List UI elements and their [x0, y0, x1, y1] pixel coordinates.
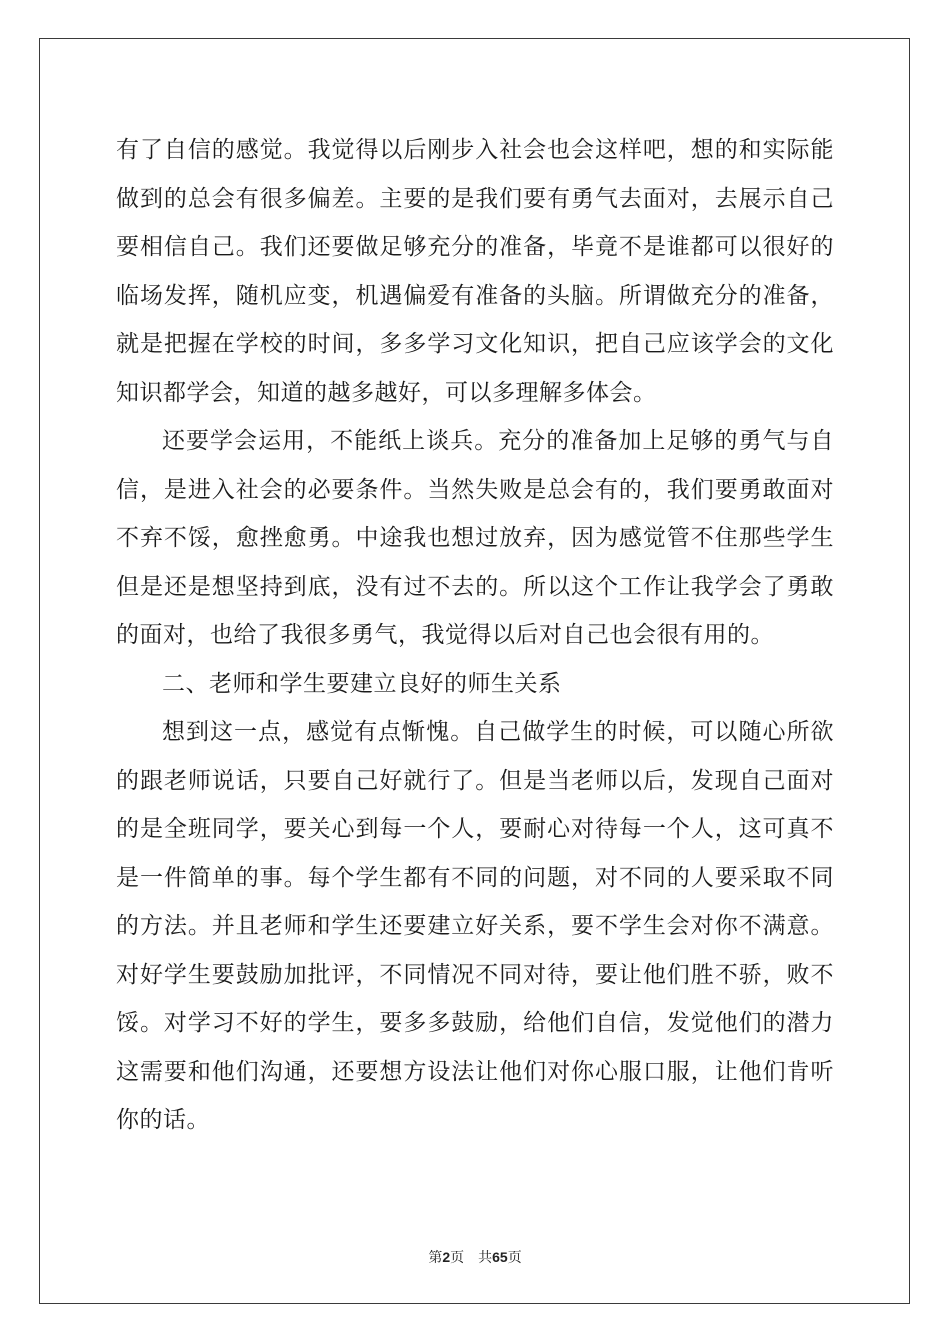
page-suffix: 页 [450, 1250, 465, 1266]
text-line: 有了自信的感觉。我觉得以后刚步入社会也会这样吧，想的和实际能 [116, 137, 834, 163]
text-line: 馁。对学习不好的学生，要多多鼓励，给他们自信，发觉他们的潜力 [116, 1010, 834, 1036]
paragraph-start: 还要学会运用，不能纸上谈兵。充分的准备加上足够的勇气与自 [162, 428, 834, 454]
page-footer [0, 1247, 950, 1267]
total-prefix: 共 [478, 1250, 493, 1266]
text-line: 这需要和他们沟通，还要想方设法让他们对你心服口服，让他们肯听 [116, 1058, 834, 1085]
text-line: 临场发挥，随机应变，机遇偏爱有准备的头脑。所谓做充分的准备， [116, 282, 834, 309]
text-line: 就是把握在学校的时间，多多学习文化知识，把自己应该学会的文化 [116, 331, 834, 357]
total-suffix: 页 [507, 1250, 522, 1266]
total-pages: 65 [492, 1249, 508, 1265]
text-line: 信，是进入社会的必要条件。当然失败是总会有的，我们要勇敢面对 [116, 476, 834, 503]
text-line: 但是还是想坚持到底，没有过不去的。所以这个工作让我学会了勇敢 [116, 573, 834, 600]
text-line: 是一件简单的事。每个学生都有不同的问题，对不同的人要采取不同 [116, 864, 834, 891]
section-heading: 二、老师和学生要建立良好的师生关系 [162, 670, 562, 697]
paragraph-start: 想到这一点，感觉有点惭愧。自己做学生的时候，可以随心所欲 [162, 719, 834, 745]
text-line: 的是全班同学，要关心到每一个人，要耐心对待每一个人，这可真不 [116, 816, 834, 842]
document-body [116, 126, 834, 1145]
text-line: 做到的总会有很多偏差。主要的是我们要有勇气去面对，去展示自己 [116, 185, 834, 212]
page-number: 2 [442, 1249, 451, 1265]
text-line: 知识都学会，知道的越多越好，可以多理解多体会。 [116, 379, 657, 406]
text-line: 对好学生要鼓励加批评，不同情况不同对待，要让他们胜不骄，败不 [116, 961, 834, 988]
text-line: 的面对，也给了我很多勇气，我觉得以后对自己也会很有用的。 [116, 622, 774, 648]
text-line: 要相信自己。我们还要做足够充分的准备，毕竟不是谁都可以很好的 [116, 234, 834, 260]
text-line: 的方法。并且老师和学生还要建立好关系，要不学生会对你不满意。 [116, 913, 834, 939]
text-line: 你的话。 [116, 1107, 210, 1133]
page-prefix: 第 [428, 1250, 443, 1266]
text-line: 的跟老师说话，只要自己好就行了。但是当老师以后，发现自己面对 [116, 767, 834, 794]
text-line: 不弃不馁，愈挫愈勇。中途我也想过放弃，因为感觉管不住那些学生 [116, 525, 834, 551]
